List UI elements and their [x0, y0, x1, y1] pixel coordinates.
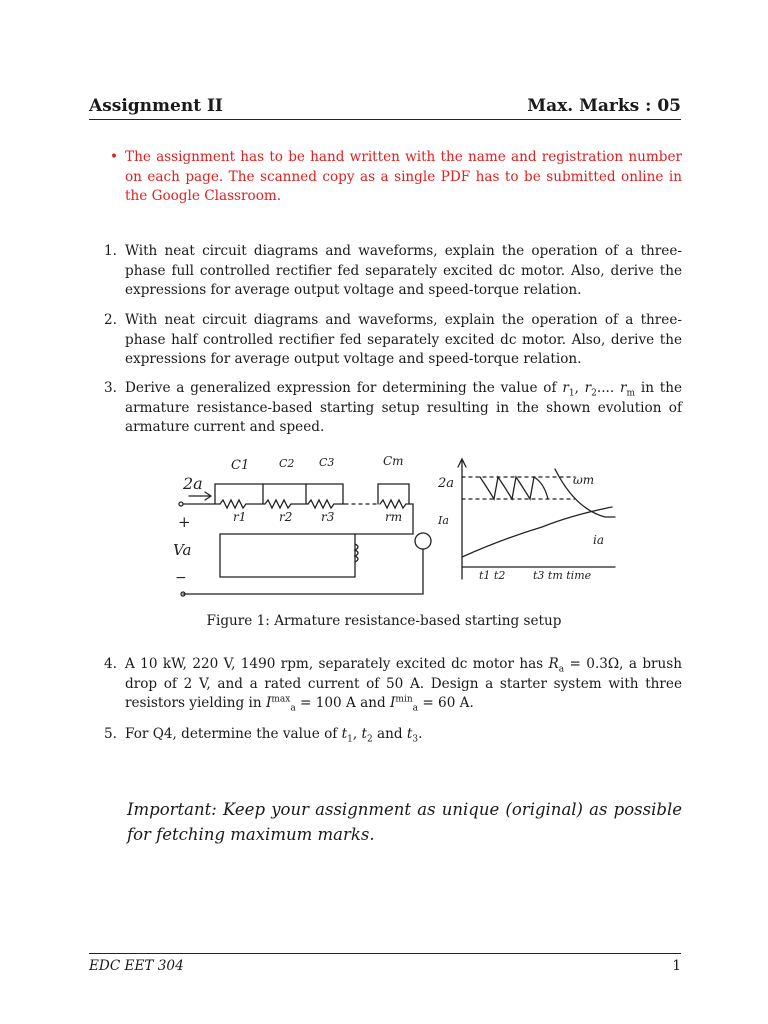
svg-text:C2: C2	[279, 457, 295, 470]
question-3	[104, 379, 682, 438]
footer-rule	[89, 953, 681, 954]
important-note: Important: Keep your assignment as unique (original) as possible for fetching maximum marks.	[127, 800, 682, 844]
svg-text:2a: 2a	[438, 476, 455, 491]
question-number: 2.	[104, 312, 117, 328]
question-2	[104, 311, 682, 370]
question-number: 3.	[104, 380, 117, 396]
page-number: 1	[672, 958, 681, 974]
submission-note	[110, 148, 682, 207]
svg-text:t1 t2: t1 t2	[479, 569, 506, 582]
assignment-title: Assignment II	[89, 96, 223, 116]
max-marks: Max. Marks : 05	[527, 96, 681, 116]
svg-text:+: +	[178, 513, 191, 531]
question-1	[104, 242, 682, 301]
course-code: EDC EET 304	[89, 958, 184, 974]
armature-starting-figure	[175, 449, 625, 604]
svg-text:r3: r3	[321, 510, 335, 524]
question-text: With neat circuit diagrams and waveforms, explain the operation of a three-phase full controlled rectifier fed separately excited dc motor. Also, derive the expressions for average output voltage and speed-torque relation.	[125, 243, 682, 298]
note-text: The assignment has to be hand written with the name and registration number on each page. The scanned copy as a single PDF has to be submitted online in the Google Classroom.	[125, 149, 682, 204]
svg-text:r2: r2	[279, 510, 293, 524]
note-bullet: •	[110, 149, 119, 165]
question-4	[104, 655, 682, 714]
svg-text:rm: rm	[385, 510, 403, 524]
svg-text:ωm: ωm	[573, 473, 595, 487]
svg-text:C3: C3	[319, 456, 335, 469]
question-text: With neat circuit diagrams and waveforms, explain the operation of a three-phase half controlled rectifier fed separately excited dc motor. Also, derive the expressions for average output voltage and speed-torque relation.	[125, 312, 682, 367]
header-rule	[89, 119, 681, 120]
svg-text:C1: C1	[231, 458, 250, 473]
svg-text:ia: ia	[593, 533, 604, 547]
figure-caption: Figure 1: Armature resistance-based starting setup	[206, 613, 562, 629]
svg-text:Cm: Cm	[383, 454, 404, 468]
svg-text:Va: Va	[173, 541, 192, 559]
svg-text:−: −	[175, 570, 187, 586]
svg-text:2a: 2a	[183, 474, 203, 493]
svg-text:t3 tm time: t3 tm time	[533, 569, 592, 582]
question-5	[104, 725, 682, 745]
question-text: A 10 kW, 220 V, 1490 rpm, separately excited dc motor has $R_a = 0.3\Omega$, a brush drop of 2 V, and a rated current of 50 A. Design a starter system with three resistors yielding in $I^{max}_a = 100$ A and $I^{min}_a = 60$ A.	[125, 656, 683, 714]
svg-text:Ia: Ia	[438, 514, 449, 527]
question-text: Derive a generalized expression for determining the value of $r_1$, $r_2$.... $r_m$ in the armature resistance-based starting setup resulting in the shown evolution of armature current and speed.	[125, 380, 682, 435]
question-number: 1.	[104, 243, 117, 259]
svg-text:r1: r1	[233, 510, 247, 524]
question-text: For Q4, determine the value of $t_1$, $t_2$ and $t_3$.	[125, 726, 423, 745]
question-number: 5.	[104, 726, 117, 742]
question-number: 4.	[104, 656, 117, 672]
